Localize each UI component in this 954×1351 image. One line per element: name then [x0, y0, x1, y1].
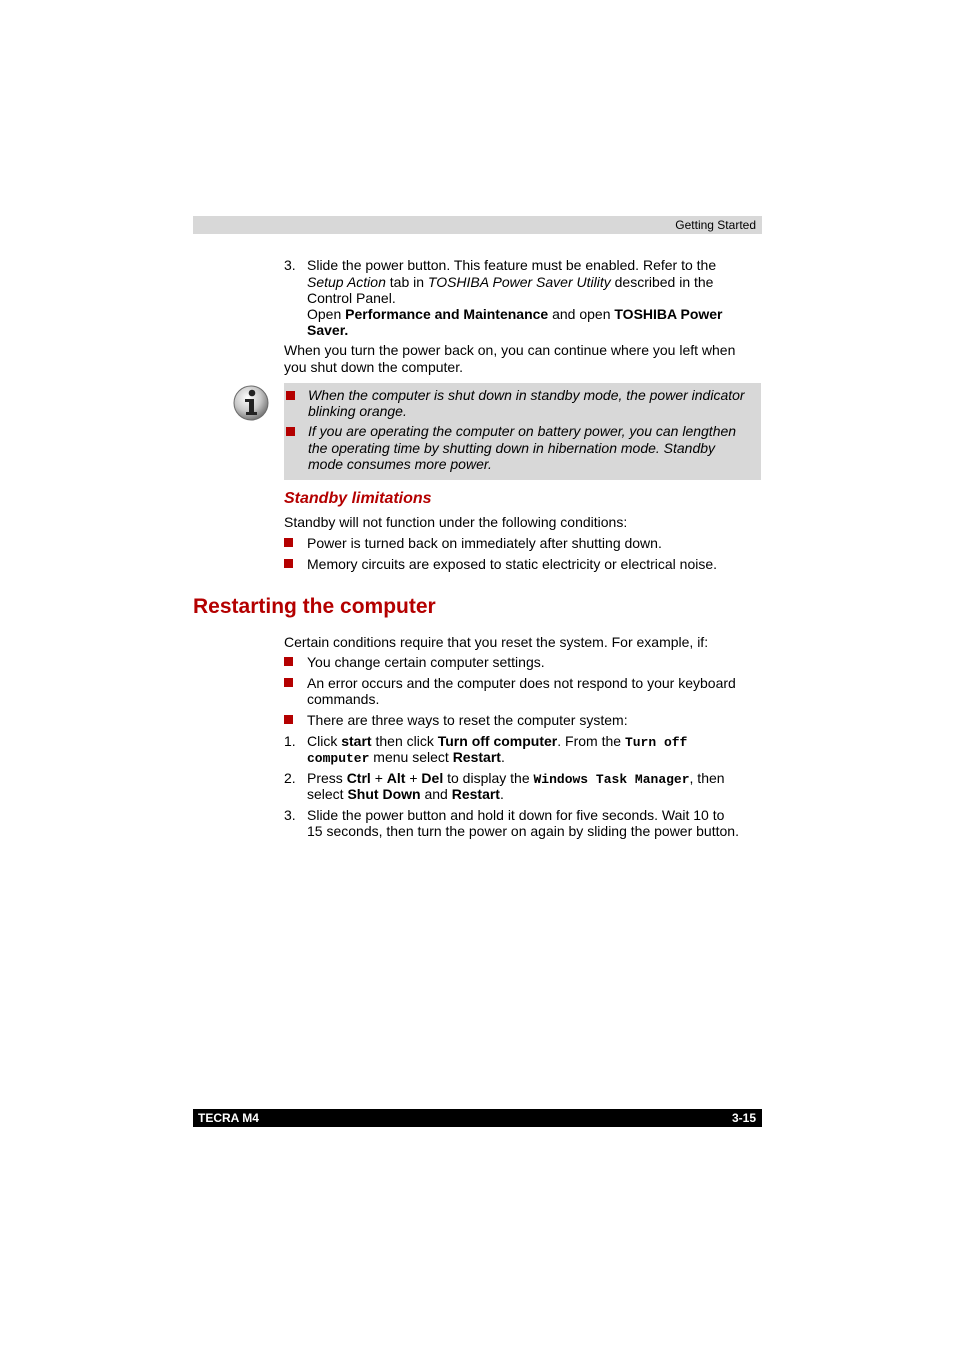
- note-bullet: [286, 427, 295, 436]
- header-section-title: Getting Started: [675, 218, 756, 232]
- page-footer: [193, 1109, 762, 1127]
- restart-bullet-2-line1: An error occurs and the computer does not respond to your keyboard: [307, 675, 736, 691]
- step-number: 3.: [284, 257, 296, 273]
- note-item1-line2: blinking orange.: [308, 403, 407, 419]
- step-number: 1.: [284, 733, 296, 749]
- step-number: 2.: [284, 770, 296, 786]
- para1-line2: you shut down the computer.: [284, 359, 463, 375]
- restart-step3-line1: Slide the power button and hold it down for five seconds. Wait 10 to: [307, 807, 725, 823]
- restart-step1-line1: Click start then click Turn off computer. From the Turn off: [307, 733, 688, 750]
- note-item2-line1: If you are operating the computer on battery power, you can lengthen: [308, 423, 737, 439]
- step3-line1: Slide the power button. This feature must be enabled. Refer to the: [307, 257, 717, 273]
- page-header: [193, 216, 762, 234]
- step3-line4: Open Performance and Maintenance and open TOSHIBA Power: [307, 306, 723, 322]
- restart-intro: Certain conditions require that you reset the system. For example, if:: [284, 634, 709, 650]
- info-icon: [232, 384, 270, 422]
- step-number: 3.: [284, 807, 296, 823]
- restart-step1-line2: computer menu select Restart.: [307, 749, 505, 766]
- section-title: Restarting the computer: [193, 595, 436, 618]
- restart-step2-line1: Press Ctrl + Alt + Del to display the Windows Task Manager, then: [307, 770, 725, 787]
- note-item1-line1: When the computer is shut down in standby mode, the power indicator: [308, 387, 745, 403]
- note-item2-line2: the operating time by shutting down in hibernation mode. Standby: [308, 440, 716, 456]
- standby-item: Memory circuits are exposed to static electricity or electrical noise.: [307, 556, 718, 572]
- subsection-title: Standby limitations: [284, 490, 432, 507]
- para1-line1: When you turn the power back on, you can continue where you left when: [284, 342, 736, 358]
- restart-bullet-1: You change certain computer settings.: [307, 654, 545, 670]
- bullet: [284, 678, 293, 687]
- bullet: [284, 538, 293, 547]
- step3-line3: Control Panel.: [307, 290, 396, 306]
- bullet: [284, 715, 293, 724]
- step3-line5: Saver.: [307, 322, 349, 338]
- bullet: [284, 559, 293, 568]
- restart-bullet-2-line2: commands.: [307, 691, 380, 707]
- restart-bullet-3: There are three ways to reset the computer system:: [307, 712, 628, 728]
- standby-item: Power is turned back on immediately after shutting down.: [307, 535, 662, 551]
- bullet: [284, 657, 293, 666]
- footer-page-number: 3-15: [731, 1111, 756, 1125]
- step3-line2: Setup Action tab in TOSHIBA Power Saver Utility described in the: [307, 274, 714, 290]
- standby-intro: Standby will not function under the following conditions:: [284, 514, 628, 530]
- note-bullet: [286, 391, 295, 400]
- restart-step3-line2: 15 seconds, then turn the power on again by sliding the power button.: [307, 823, 739, 839]
- note-item2-line3: mode consumes more power.: [308, 456, 492, 472]
- restart-step2-line2: select Shut Down and Restart.: [307, 786, 504, 802]
- footer-product-name: TECRA M4: [198, 1111, 259, 1125]
